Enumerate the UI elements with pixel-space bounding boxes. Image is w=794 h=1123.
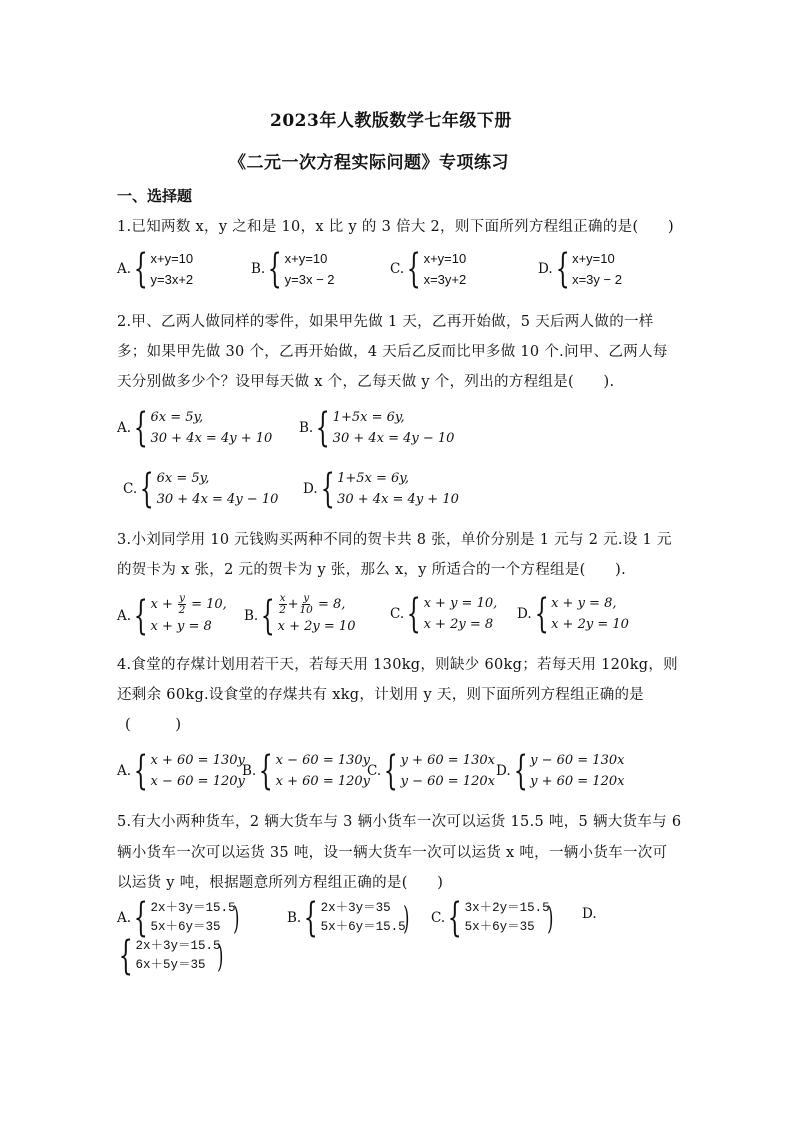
left-brace: {	[513, 748, 528, 794]
equation-line-1: 3x＋2y＝15.5	[464, 901, 550, 915]
q2-option-b[interactable]	[299, 407, 454, 449]
equation-line-2: 6x＋5y＝35	[135, 958, 206, 972]
left-brace: {	[447, 895, 462, 941]
option-letter: A.	[117, 607, 132, 624]
equation-system	[512, 750, 625, 792]
option-letter: C.	[390, 606, 405, 622]
left-brace: {	[139, 466, 154, 512]
q3-option-a[interactable]	[117, 593, 227, 638]
q1-option-b[interactable]	[251, 248, 335, 290]
equation-system	[132, 593, 227, 638]
left-brace: {	[534, 591, 549, 637]
fraction: $\frac{y}{10}$	[299, 592, 313, 616]
option-letter: B.	[299, 420, 314, 436]
left-brace: {	[133, 592, 148, 639]
left-brace: {	[258, 748, 273, 794]
left-brace: {	[260, 592, 275, 639]
equation-line-1: 1+5x = 6y,	[332, 410, 405, 425]
equation-system	[302, 895, 412, 941]
equation-system	[132, 750, 245, 792]
q2-option-c[interactable]	[123, 468, 278, 510]
equation-line-1: x − 60 = 130y	[275, 753, 371, 768]
equation-system	[554, 248, 622, 290]
right-paren: )	[232, 899, 239, 937]
q1-option-d[interactable]	[538, 248, 622, 290]
q3-option-b[interactable]	[244, 593, 355, 638]
left-brace: {	[406, 246, 421, 292]
question-4-line-3: ( )	[125, 717, 182, 733]
equation-line-2: y=3x+2	[150, 272, 194, 287]
equation-system	[259, 593, 355, 638]
left-brace: {	[555, 246, 570, 292]
equation-system	[405, 593, 497, 635]
equation-line-2: x − 60 = 120y	[150, 774, 245, 789]
option-letter: C.	[390, 261, 405, 277]
equation-line-2: 30 + 4x = 4y − 10	[156, 492, 279, 507]
equation-system	[132, 248, 193, 290]
question-5-line-3: 以运货 y 吨，根据题意所列方程组正确的是( )	[117, 875, 444, 891]
left-brace: {	[267, 246, 282, 292]
equation-line-2: 30 + 4x = 4y − 10	[332, 431, 455, 446]
left-brace: {	[133, 405, 148, 451]
equation-system	[132, 407, 272, 449]
equation-line-1: 6x = 5y,	[150, 410, 204, 425]
left-brace: {	[133, 748, 148, 794]
q5-option-d-letter[interactable]: D.	[582, 906, 597, 922]
equation-system	[446, 895, 556, 941]
option-letter: B.	[287, 910, 302, 926]
equation-line-1: y − 60 = 130x	[530, 753, 625, 768]
equation-line-1: $\frac{x}{2}$ + $\frac{y}{10}$ = 8,	[279, 592, 346, 616]
left-brace: {	[383, 748, 398, 794]
option-letter: A.	[117, 763, 132, 779]
option-letter: A.	[117, 261, 132, 277]
equation-system	[138, 468, 278, 510]
equation-system	[314, 407, 454, 449]
question-2-line-1: 2.甲、乙两人做同样的零件，如果甲先做 1 天，乙再开始做，5 天后两人做的一样	[117, 314, 654, 330]
equation-system	[405, 248, 466, 290]
document-subtitle: 《二元一次方程实际问题》专项练习	[229, 153, 509, 173]
right-paren: )	[217, 937, 224, 975]
fraction: $\frac{x}{2}$	[279, 592, 286, 616]
equation-line-2: 30 + 4x = 4y + 10	[337, 492, 459, 507]
equation-line-1: x+y=10	[423, 251, 467, 266]
fraction: $\frac{y}{2}$	[178, 592, 186, 616]
option-letter: B.	[251, 261, 266, 277]
equation-line-1: 2x＋3y＝15.5	[150, 901, 236, 915]
q5-option-c[interactable]	[431, 895, 556, 941]
q4-option-b[interactable]	[242, 750, 370, 792]
q2-option-a[interactable]	[117, 407, 272, 449]
equation-system	[266, 248, 334, 290]
left-brace: {	[406, 591, 421, 637]
equation-line-1: x + y = 10,	[423, 596, 498, 611]
section-heading: 一、选择题	[117, 187, 193, 205]
q4-option-d[interactable]	[496, 750, 624, 792]
equation-line-1: x+y=10	[284, 251, 328, 266]
q3-option-c[interactable]	[390, 593, 497, 635]
option-letter: A.	[117, 910, 132, 926]
equation-line-2: x=3y+2	[423, 272, 467, 287]
question-4-line-2: 还剩余 60kg.设食堂的存煤共有 xkg，计划用 y 天，则下面所列方程组正确的是	[117, 687, 645, 703]
question-2-line-2: 多；如果甲先做 30 个，乙再开始做，4 天后乙反而比甲多做 10 个.问甲、乙两人每	[117, 344, 668, 360]
option-letter: B.	[244, 607, 259, 624]
q3-option-d[interactable]	[517, 593, 629, 635]
equation-line-1: 6x = 5y,	[156, 471, 210, 486]
equation-line-1: x+y=10	[572, 251, 615, 266]
document-title: 2023年人教版数学七年级下册	[270, 111, 512, 131]
option-letter: D.	[496, 763, 511, 779]
q1-option-a[interactable]	[117, 248, 193, 290]
left-brace: {	[303, 895, 318, 941]
left-brace: {	[320, 466, 335, 512]
equation-line-1: y + 60 = 130x	[400, 753, 495, 768]
equation-line-2: x + 60 = 120y	[275, 774, 371, 789]
option-letter: A.	[117, 420, 132, 436]
equation-line-2: x=3y − 2	[572, 272, 622, 287]
equation-system	[257, 750, 370, 792]
equation-system	[533, 593, 629, 635]
question-4-line-1: 4.食堂的存煤计划用若干天，若每天用 130kg，则缺少 60kg；若每天用 120kg，则	[117, 657, 678, 673]
equation-line-2: 5x＋6y＝35	[150, 920, 221, 934]
equation-system	[382, 750, 495, 792]
equation-line-1: x + $\frac{y}{2}$ = 10,	[150, 592, 227, 616]
option-letter: C.	[123, 481, 138, 497]
left-brace: {	[118, 933, 133, 979]
q4-option-c[interactable]	[367, 750, 495, 792]
equation-system	[117, 933, 227, 979]
option-letter: B.	[242, 763, 257, 779]
q2-option-d[interactable]	[303, 468, 459, 510]
equation-line-2: y + 60 = 120x	[530, 774, 625, 789]
equation-line-1: 2x＋3y＝15.5	[135, 939, 221, 953]
question-1-text: 1.已知两数 x，y 之和是 10，x 比 y 的 3 倍大 2，则下面所列方程组正确的是( )	[117, 219, 674, 235]
equation-line-2: 5x＋6y＝15.5	[320, 920, 406, 934]
question-5-line-1: 5.有大小两种货车，2 辆大货车与 3 辆小货车一次可以运货 15.5 吨，5 辆大货车与 6	[117, 814, 682, 830]
q5-option-a[interactable]	[117, 895, 242, 941]
equation-line-1: x+y=10	[150, 251, 194, 266]
question-3-line-2: 的贺卡为 x 张，2 元的贺卡为 y 张，那么 x，y 所适合的一个方程组是( ).	[117, 562, 627, 578]
option-letter: D.	[538, 261, 553, 277]
left-brace: {	[315, 405, 330, 451]
q1-option-c[interactable]	[390, 248, 466, 290]
question-5-line-2: 辆小货车一次可以运货 35 吨，设一辆大货车一次可以运货 x 吨，一辆小货车一次可	[117, 845, 668, 861]
equation-line-1: x + y = 8,	[551, 596, 617, 611]
q4-option-a[interactable]	[117, 750, 245, 792]
equation-line-1: x + 60 = 130y	[150, 753, 245, 768]
q5-option-b[interactable]	[287, 895, 412, 941]
equation-system	[132, 895, 242, 941]
question-2-line-3: 天分别做多少个？设甲每天做 x 个，乙每天做 y 个，列出的方程组是( ).	[117, 374, 615, 390]
q5-option-d[interactable]	[117, 933, 227, 979]
equation-line-2: 30 + 4x = 4y + 10	[150, 431, 273, 446]
right-paren: )	[402, 899, 410, 937]
equation-system	[319, 468, 459, 510]
equation-line-2: x + y = 8	[150, 619, 212, 634]
equation-line-2: x + 2y = 10	[551, 617, 629, 632]
option-letter: C.	[367, 763, 382, 779]
left-brace: {	[133, 895, 148, 941]
equation-line-2: x + 2y = 10	[277, 619, 356, 634]
option-letter: D.	[303, 481, 318, 497]
equation-line-2: x + 2y = 8	[423, 617, 494, 632]
equation-line-1: 2x＋3y＝35	[320, 901, 391, 915]
option-letter: C.	[431, 910, 446, 926]
equation-line-2: 5x＋6y＝35	[464, 920, 535, 934]
equation-line-2: y − 60 = 120x	[400, 774, 495, 789]
equation-line-2: y=3x − 2	[284, 272, 335, 287]
right-paren: )	[546, 899, 553, 937]
question-3-line-1: 3.小刘同学用 10 元钱购买两种不同的贺卡共 8 张，单价分别是 1 元与 2 元.设 1 元	[117, 532, 672, 548]
option-letter: D.	[517, 606, 532, 622]
left-brace: {	[133, 246, 148, 292]
equation-line-1: 1+5x = 6y,	[337, 471, 410, 486]
